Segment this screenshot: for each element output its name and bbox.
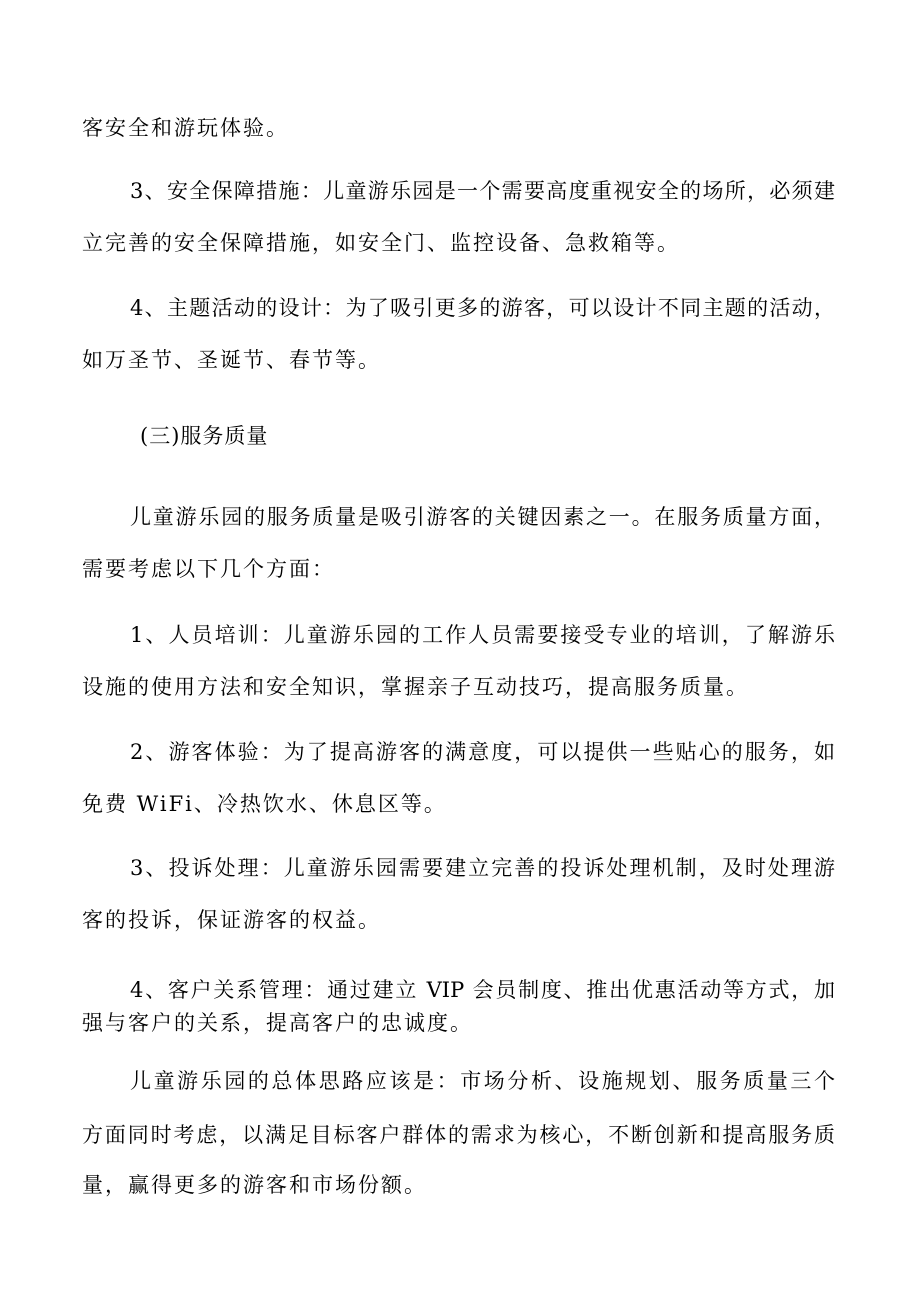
paragraph-line: 1、人员培训：儿童游乐园的工作人员需要接受专业的培训，了解游乐	[130, 623, 835, 647]
paragraph-line: 客的投诉，保证游客的权益。	[82, 908, 381, 932]
paragraph-line: 量，赢得更多的游客和市场份额。	[82, 1173, 427, 1197]
paragraph-line: 立完善的安全保障措施，如安全门、监控设备、急救箱等。	[82, 231, 680, 255]
paragraph-line: 设施的使用方法和安全知识，掌握亲子互动技巧，提高服务质量。	[82, 675, 749, 699]
paragraph-line: 3、安全保障措施：儿童游乐园是一个需要高度重视安全的场所，必须建	[130, 179, 835, 203]
paragraph-line: 免费 WiFi、冷热饮水、休息区等。	[82, 792, 447, 816]
paragraph-line: 4、客户关系管理：通过建立 VIP 会员制度、推出优惠活动等方式，加	[130, 978, 835, 1002]
paragraph-line: 3、投诉处理：儿童游乐园需要建立完善的投诉处理机制，及时处理游	[130, 856, 835, 880]
paragraph-line: 儿童游乐园的服务质量是吸引游客的关键因素之一。在服务质量方面，	[130, 505, 835, 529]
paragraph-line: 4、主题活动的设计：为了吸引更多的游客，可以设计不同主题的活动，	[130, 296, 835, 320]
paragraph-line: 方面同时考虑，以满足目标客户群体的需求为核心，不断创新和提高服务质	[82, 1123, 835, 1147]
paragraph-line: 需要考虑以下几个方面：	[82, 557, 335, 581]
paragraph-line: 客安全和游玩体验。	[82, 116, 289, 140]
paragraph-line: 2、游客体验：为了提高游客的满意度，可以提供一些贴心的服务，如	[130, 740, 835, 764]
paragraph-line: 儿童游乐园的总体思路应该是：市场分析、设施规划、服务质量三个	[130, 1069, 835, 1093]
paragraph-line: 如万圣节、圣诞节、春节等。	[82, 348, 381, 372]
paragraph-line: 强与客户的关系，提高客户的忠诚度。	[82, 1011, 473, 1035]
section-heading: (三)服务质量	[140, 424, 269, 448]
